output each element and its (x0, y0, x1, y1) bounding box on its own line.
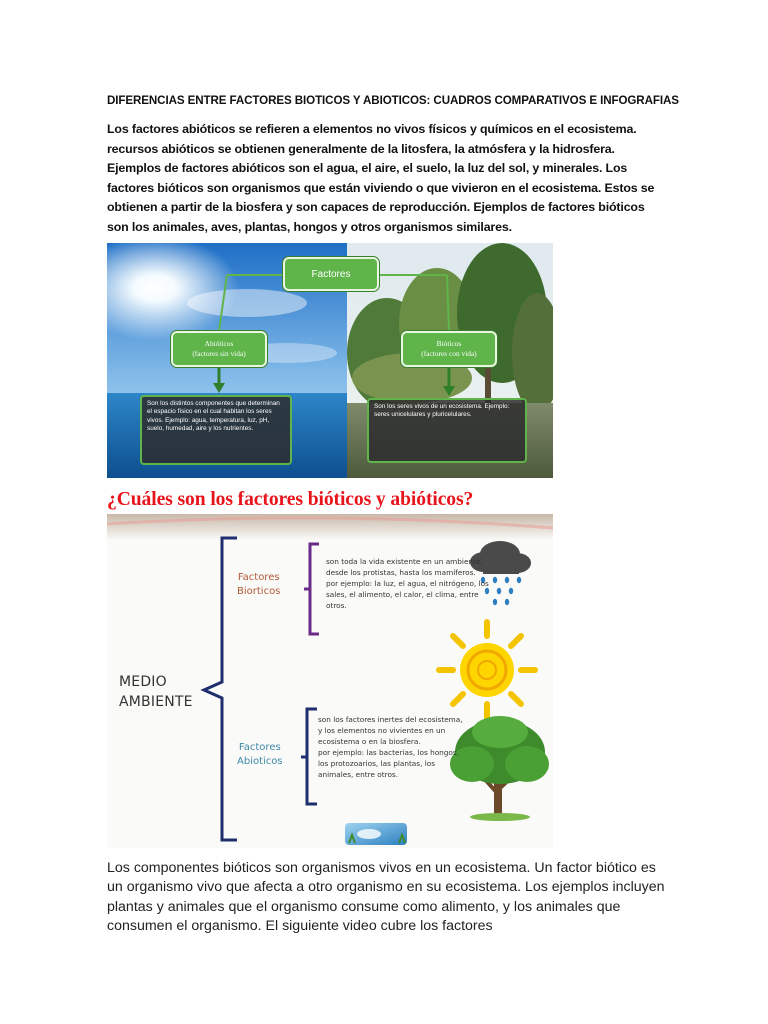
sun-icon (439, 622, 535, 718)
medio-ambiente-label (119, 672, 193, 712)
medio-ambiente-line1: MEDIO (119, 674, 167, 690)
factores-bioticos-label (237, 571, 280, 599)
factores-root-box: Factores (283, 257, 379, 291)
pond-icon (345, 823, 407, 845)
section-heading: ¿Cuáles son los factores bióticos y abióticos? (107, 489, 474, 510)
bioticos-box (401, 331, 497, 367)
bioticos-title: Bióticos (436, 339, 462, 348)
abioticos-box (171, 331, 267, 367)
factores-bioticos-line1: Factores (237, 572, 280, 583)
abioticos-subtitle: (factores sin vida) (192, 349, 246, 358)
medio-ambiente-line2: AMBIENTE (119, 694, 193, 710)
main-brace (204, 538, 237, 840)
factores-bioticos-text: son toda la vida existente en un ambiente, desde los protistas, hasta los mamíferos. por ejemplo: la luz, el agua, el nitrógeno, los sales, el alimento, el calor, el clima, entre otros. (326, 557, 489, 610)
factores-abioticos-label (237, 741, 283, 769)
factores-abioticos-line1: Factores (238, 742, 281, 753)
medio-ambiente-infographic (107, 514, 553, 848)
document-title: DIFERENCIAS ENTRE FACTORES BIOTICOS Y ABIOTICOS: CUADROS COMPARATIVOS E INFOGRAFIAS (107, 94, 679, 107)
factores-abioticos-text: son los factores inertes del ecosistema, y los elementos no vivientes en un ecosistema o en la biosfera. por ejemplo: las bacterias, los hongos, los protozoarios, las plantas, los animales, entre otros. (318, 715, 463, 779)
factores-bioticos-line2: Biorticos (237, 586, 281, 597)
factores-abioticos-line2: Abioticos (237, 756, 283, 767)
bioticos-subtitle: (factores con vida) (421, 349, 477, 358)
abioticos-description: Son los distintos componentes que determinan el espacio físico en el cual habitan los seres vivos. Ejemplo: agua, temperatura, luz, pH, suelo, humedad, aire y los nutrientes. (140, 395, 292, 465)
intro-paragraph: Los factores abióticos se refieren a elementos no vivos físicos y químicos en el ecosistema. recursos abióticos se obtienen generalmente de la litosfera, la atmósfera y la hidrosfera. Ejemplos de factores abióticos son el agua, el aire, el suelo, la luz del sol, y minerales. Los factores bióticos son organismos que están viviendo o que vivieron en el ecosistema. Estos se obtienen a partir de la biosfera y son capaces de reproducción. Ejemplos de factores bióticos son los animales, aves, plantas, hongos y otros organismos similares. (107, 122, 655, 234)
bioticos-description: Son los seres vivos de un ecosistema. Ejemplo: seres unicelulares y pluricelulares. (367, 398, 527, 463)
factores-infographic (107, 243, 553, 478)
closing-paragraph: Los componentes bióticos son organismos vivos en un ecosistema. Un factor biótico es un organismo vivo que afecta a otro organismo en su ecosistema. Los ejemplos incluyen plantas y animales que el organismo consume como alimento, y los animales que consumen el organismo. El siguiente video cubre los factores (107, 860, 665, 935)
abioticos-title: Abióticos (204, 339, 234, 348)
